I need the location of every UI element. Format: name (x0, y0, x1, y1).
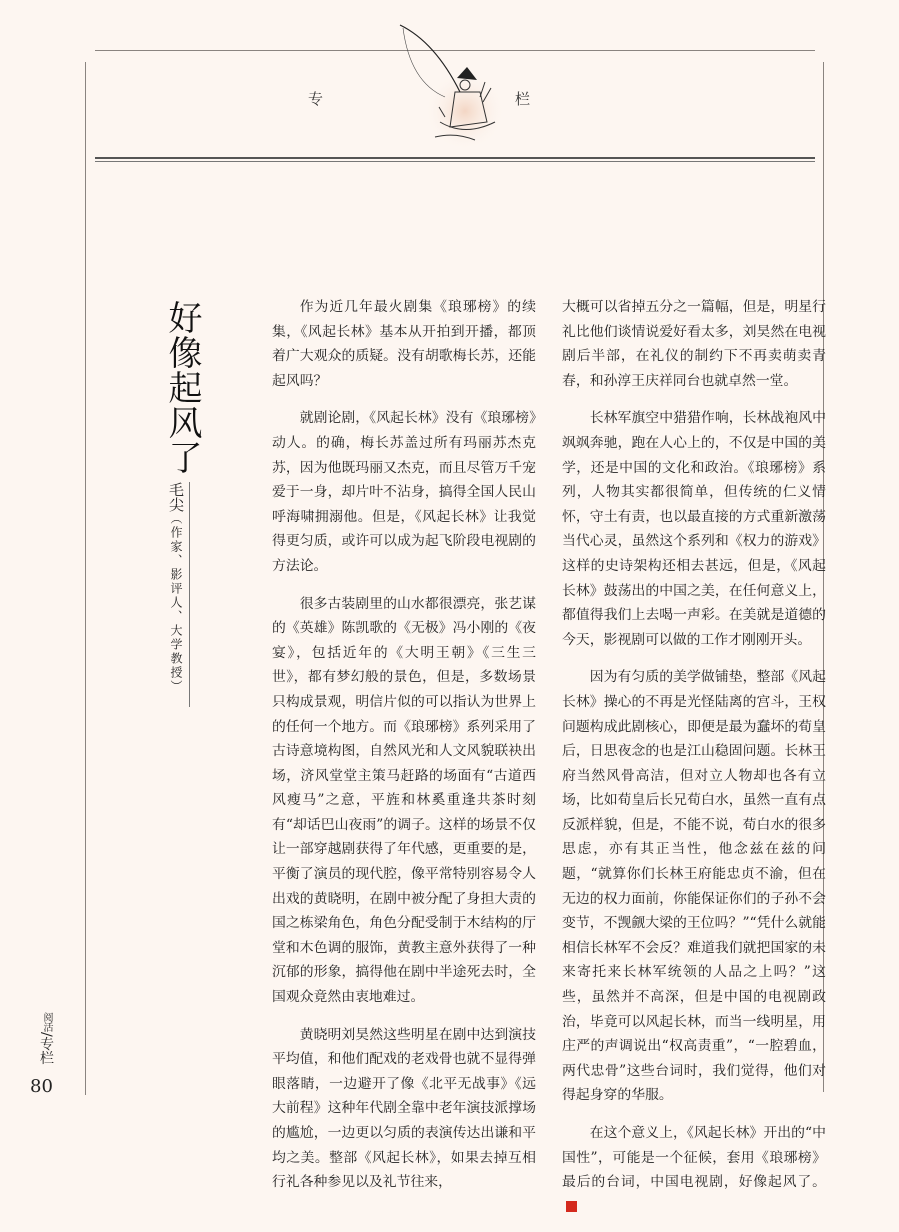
paragraph: 因为有匀质的美学做铺垫，整部《风起长林》操心的不再是光怪陆离的宫斗，王权问题构成此剧核心，即便是最为蠢坏的荀皇后，日思夜念的也是江山稳固问题。长林王府当然风骨高洁，但对立人物却也各有立场，比如荀皇后长兄荀白水，虽然一直有点反派样貌，但是，不能不说，荀白水的很多思虑，亦有其正当性，他念兹在兹的问题，“就算你们长林王府能忠贞不渝，但在无边的权力面前，你能保证你们的子孙不会变节，不觊觎大梁的王位吗？”“凭什么就能相信长林军不会反？难道我们就把国家的未来寄托来长林军统领的人品之上吗？”这些，虽然并不高深，但是中国的电视剧政治，毕竟可以风起长林，而当一线明星，用庄严的声调说出“权高责重”，“一腔碧血，两代忠骨”这些台词时，我们觉得，他们对得起身穿的华服。 (562, 669, 826, 1104)
paragraph: 作为近几年最火剧集《琅琊榜》的续集，《风起长林》基本从开拍到开播，都顶着广大观众的质疑。没有胡歌梅长苏，还能起风吗？ (272, 299, 536, 389)
footer-slash: / (38, 1032, 54, 1037)
left-border-rule (85, 62, 86, 1095)
author-name: 毛尖 (167, 482, 185, 512)
header-double-rule-thin (95, 161, 815, 162)
footer-section-name: 专栏 (38, 1036, 54, 1065)
paragraph: 大概可以省掉五分之一篇幅，但是，明星行礼比他们谈情说爱好看太多，刘昊然在电视剧后半部，在礼仪的制约下不再卖萌卖青春，和孙淳王庆祥同台也就卓然一堂。 (562, 299, 826, 389)
author-byline (166, 482, 187, 694)
page-number: 80 (30, 1076, 53, 1097)
body-column-right (562, 295, 826, 1232)
end-mark-icon (566, 1201, 577, 1212)
paragraph: 黄晓明刘昊然这些明星在剧中达到演技平均值，和他们配戏的老戏骨也就不显得弹眼落睛，一边避开了像《北平无战事》《远大前程》这种年代剧全靠中老年演技派撑场的尴尬，一边更以匀质的表演传达出谦和平均之美。整部《风起长林》，如果去掉互相行礼各种参见以及礼节往来， (272, 1026, 536, 1191)
fisherman-illustration (395, 22, 515, 147)
author-rule (189, 482, 190, 707)
paragraph-text: 在这个意义上，《风起长林》开出的“中国性”，可能是一个征候，套用《琅琊榜》最后的台词，中国电视剧，好像起风了。 (562, 1125, 826, 1191)
paragraph-last (562, 1121, 826, 1219)
paragraph: 很多古装剧里的山水都很漂亮，张艺谋的《英雄》陈凯歌的《无极》冯小刚的《夜宴》，包括近年的《大明王朝》《三生三世》，都有梦幻般的景色，但是，多数场景只构成景观，明信片似的可以指认为世界上的任何一个地方。而《琅琊榜》系列采用了古诗意境构图，自然风光和人文风貌联袂出场，济风堂堂主策马赶路的场面有“古道西风瘦马”之意，平旌和林奚重逢共茶时刻有“却话巴山夜雨”的调子。这样的场景不仅让一部穿越剧获得了年代感，更重要的是，平衡了演员的现代腔，像平常特别容易令人出戏的黄晓明，在剧中被分配了身担大责的国之栋梁角色，角色分配受制于木结构的厅堂和木色调的服饰，黄教主意外获得了一种沉郁的形象，搞得他在剧中半途死去时，全国观众竟然由衷地难过。 (272, 595, 536, 1006)
author-bio: （作家、影评人、大学教授） (169, 512, 183, 694)
footer-section (36, 1012, 56, 1065)
article-title: 好像起风了 (162, 300, 202, 475)
header-double-rule (95, 157, 815, 159)
footer-magazine: 阅活 (41, 1012, 52, 1032)
section-label-right: 栏 (515, 90, 531, 108)
paragraph: 就剧论剧，《风起长林》没有《琅琊榜》动人。的确，梅长苏盖过所有玛丽苏杰克苏，因为他既玛丽又杰克，而且尽管万千宠爱于一身，却片叶不沾身，搞得全国人民山呼海啸拥溺他。但是，《风起长林》让我觉得更匀质，或许可以成为起飞阶段电视剧的方法论。 (272, 410, 536, 574)
paragraph: 长林军旗空中猎猎作响，长林战袍风中飒飒奔驰，跑在人心上的，不仅是中国的美学，还是中国的文化和政治。《琅琊榜》系列，人物其实都很简单，但传统的仁义情怀，守土有责，也以最直接的方式重新激荡当代心灵，虽然这个系列和《权力的游戏》这样的史诗架构还相去甚远，但是，《风起长林》鼓荡出的中国之美，在任何意义上，都值得我们上去喝一声彩。在美就是道德的今天，影视剧可以做的工作才刚刚开头。 (562, 410, 826, 648)
section-label-left: 专 (308, 90, 324, 108)
body-column-left (272, 295, 536, 1208)
